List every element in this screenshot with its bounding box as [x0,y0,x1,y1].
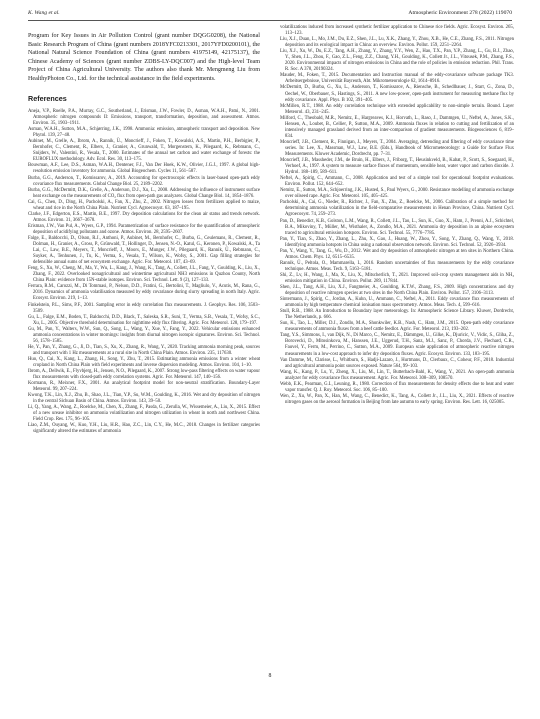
reference-item: McMillen, R.T., 1988. An eddy correlation technique with extended applicability to non-simple terrain. Bound. Layer Meteorol. 43, 231–245. [280,103,514,115]
reference-item: Kormann, R., Meixner, F.X., 2001. An analytical footprint model for non-neutral stratification. Boundary-Layer Meteorol. 99, 207–224. [28,381,260,393]
reference-item: Bouwman, A.F., Lee, D.S., Asman, W.A.H., Dentener, F.J., Van Der Hoek, K.W., Olivier, J.G.J., 1997. A global high-resolution emission inventory for ammonia. Global Biogeochem. Cycles 11, 561–587. [28,163,260,175]
reference-item: Pan, Y., Wang, Y., Tang, G., Wu, D., 2012. Wet and dry deposition of atmospheric nitrogen at ten sites in Northern China. Atmos. Chem. Phys. 12, 6515–6535. [280,248,514,260]
reference-item: Liu, X.J., Duan, L., Mo, J.M., Du, E.Z., Shen, J.L., Lu, X.K., Zhang, Y., Zhou, X.B., He, C.E., Zhang, F.S., 2011. Nitrogen deposition and its ecological impact in China: an overview. Environ. Pollut. 159, 2251–2264. [280,37,514,49]
reference-item: Moncrieff, J.B., Clement, R., Finnigan, J., Meyers, T., 2004. Averaging, detrending and filtering of eddy covariance time series. In: Lee, X., Massman, W.J., Law, B.E. (Eds.), Handbook of Micrometeorology: a Guide for Surface Flux Measurements. Kluwer Academic, Dordrecht, pp. 7–31. [280,139,514,157]
reference-item: Milford, C., Theobald, M.R., Nemitz, E., Hargreaves, K.J., Horvath, L., Raso, J., Dammgen, U., Neftel, A., Jones, S.K., Hensen, A., Loubet, B., Cellier, P., Sutton, M.A., 2009. Ammonia fluxes in relation to cutting and fertilization of an intensively managed grassland derived from an inter-comparison of gradient measurements. Biogeosciences 6, 819–834. [280,115,514,139]
left-column [28,32,260,436]
reference-item: Li, Q., Yang, A., Wang, Z., Roelcke, M., Chen, X., Zhang, F., Pasda, G., Zerulla, W., Wissemeier, A., Liu, X., 2015. Effect of a new urease inhibitor on ammonia volatilization and nitrogen utilization in wheat in north and northwest China. Field Crop. Res. 175, 96–105. [28,405,260,423]
reference-item: Gu, L., Falge, E.M., Boden, T., Baldocchi, D.D., Black, T., Saleska, S.R., Suni, T., Verma, S.B., Vesala, T., Wofsy, S.C., Xu, L., 2005. Objective threshold determination for nighttime eddy flux filtering. Agric. For. Meteorol. 128, 179–197. [28,314,260,326]
reference-item: Wen, Z., Xu, W., Pan, X., Han, M., Wang, C., Benedict, K., Tang, A., Collett Jr., J.L., Liu, X., 2021. Effects of reactive nitrogen gases on the aerosol formation in Beijing from late autumn to early spring. Environ. Res. Lett. 16, 025005. [280,393,514,405]
reference-item: volatilizations induced from increased synthetic fertilizer application to Chinese rice fields. Agric. Ecosyst. Environ. 265, 113–123. [280,25,514,37]
reference-item: Pan, D., Benedict, K.B., Golston, L.M., Wang, R., Collett, J.L., Tao, L., Sun, K., Guo, X., Ham, J., Prenni, A.J., Schichtel, B.A., Mikoviny, T., Müller, M., Wisthaler, A., Zondlo, M.A., 2021. Ammonia dry deposition in an alpine ecosystem traced to agricultural emission hotspots. Environ. Sci. Technol. 55, 7776–7785. [280,218,514,236]
reference-item: Neftel, A., Spirig, C., Ammann, C., 2008. Application and test of a simple tool for operational footprint evaluations. Environ. Pollut. 152, 644–652. [280,176,514,188]
header-journal: Atmospheric Environment 278 (2022) 119070 [408,10,512,16]
reference-item: Nemitz, E., Sutton, M.A., Schjoerring, J.K., Husted, S., Paul Wyers, G., 2000. Resistance modelling of ammonia exchange over oilseed rape. Agric. For. Meteorol. 105, 405–425. [280,188,514,200]
reference-item: Gu, M., Pan, Y., Walters, W.W., Sun, Q., Song, L., Wang, Y., Xue, Y., Fang, Y., 2022. Vehicular emissions enhanced ammonia concentrations in winter mornings: insights from diurnal nitrogen isotopic signatures. Environ. Sci. Technol. 56, 1578–1585. [28,326,260,344]
reference-item: Rannik, Ü., Peltola, O., Mammarella, I., 2016. Random uncertainties of flux measurements by the eddy covariance technique. Atmos. Meas. Tech. 9, 5163–5181. [280,260,514,272]
reference-item: Feng, S., Xu, W., Cheng, M., Ma, Y., Wu, L., Kang, J., Wang, K., Tang, A., Collett, J.L., Fang, Y., Goulding, K., Liu, X., Zhang, F., 2022. Overlooked nonagricultural and wintertime agricultural NH3 emissions in Quzhou County, North China Plain: evidence from 15N-stable isotopes. Environ. Sci. Technol. Lett. 9 (2), 127–133. [28,266,260,284]
reference-item: Kwong, T.K., Lin, X.J., Zhu, B., Shao, J.L., Tian, Y.P., Su, W.M., Goulding, K., 2016. Wet and dry deposition of nitrogen in the central Sichuan Basin of China. Atmos. Environ. 143, 39–50. [28,393,260,405]
reference-item: Burba, G.G., McDermitt, D.K., Grelle, A., Anderson, D.J., Xu, L., 2008. Addressing the influence of instrument surface heat exchange on the measurements of CO₂ flux from open-path gas analyzers. Global Change Biol. 14, 1854–1876. [28,187,260,199]
page-number: 8 [268,673,272,679]
reference-item: Falge, E., Baldocchi, D., Olson, R.J., Anthoni, P., Aubinet, M., Bernhofer, C., Burba, G., Ceulemans, R., Clement, R., Dolman, H., Granier, A., Gross, P., Grünwald, T., Hollinger, D., Jensen, N.-O., Katul, G., Keronen, P., Kowalski, A., Ta Lai, C., Law, B.E., Meyers, T., Moncrieff, J., Moors, E., Munger, J.W., Pilegaard, K., Rannik, Ü., Rebmann, C., Suyker, A., Tenhunen, J., Tu, K., Verma, S., Vesala, T., Wilson, K., Wofsy, S., 2001. Gap filling strategies for defensible annual sums of net ecosystem exchange. Agric. For. Meteorol. 107, 43–69. [28,235,260,266]
reference-item: Webb, E.K., Pearman, G.I., Leuning, R., 1980. Correction of flux measurements for density effects due to heat and water vapor transfer. Q. J. Roy. Meteorol. Soc. 106, 85–100. [280,381,514,393]
reference-item: Erisman, J.W., Van Pul, A., Wyers, G.P., 1994. Parametrization of surface resistance for the quantification of atmospheric deposition of acidifying pollutants and ozone. Atmos. Environ. 28, 2595–2607. [28,223,260,235]
reference-item: Ferrara, R.M., Carozzi, M., Di Tommasi, P., Nelson, D.D., Fratini, G., Bertolini, T., Magliulo, V., Acutis, M., Rana, G., 2016. Dynamics of ammonia volatilisation measured by eddy covariance during slurry spreading in north Italy. Agric. Ecosyst. Environ. 219, 1–13. [28,284,260,302]
reference-item: McDermitt, D., Burba, G., Xu, L., Anderson, T., Komissarov, A., Riensche, B., Schedlbauer, J., Starr, G., Zona, D., Oechel, W., Oberbauer, S., Hastings, S., 2011. A new low-power, open-path instrument for measuring methane flux by eddy covariance. Appl. Phys. B 102, 391–405. [280,85,514,103]
reference-item: Wang, K., Kang, P., Lu, Y., Zheng, X., Liu, M., Lin, T., Butterbach-Bahl, K., Wang, Y., 2021. An open-path ammonia analyzer for eddy covariance flux measurement. Agric. For. Meteorol. 308–309, 108570. [280,369,514,381]
reference-item: Aneja, V.P., Roelle, P.A., Murray, G.C., Southerland, J., Erisman, J.W., Fowler, D., Asman, W.A.H., Patni, N., 2001. Atmospheric nitrogen compounds II: Emissions, transport, transformation, deposition, and assessment. Atmos. Environ. 35, 1903–1911. [28,109,260,127]
reference-item: Clarke, J.F., Edgerton, E.S., Martin, B.E., 1997. Dry deposition calculations for the clean air status and trends network. Atmos. Environ. 31, 3667–3678. [28,211,260,223]
references-list-right [280,25,514,406]
reference-item: Ibrom, A., Dellwik, E., Flyvbjerg, H., Jensen, N.O., Pilegaard, K., 2007. Strong low-pass filtering effects on water vapour flux measurements with closed-path eddy correlation systems. Agric. For. Meteorol. 147, 140–156. [28,369,260,381]
reference-item: Sun, K., Tao, L., Miller, D.J., Zondlo, M.A., Shonkwiler, K.B., Nash, C., Ham, J.M., 2015. Open-path eddy covariance measurements of ammonia fluxes from a beef cattle feedlot. Agric. For. Meteorol. 213, 193–202. [280,321,514,333]
reference-item: Asman, W.A.H., Sutton, M.A., Schjørring, J.K., 1998. Ammonia: emission, atmospheric transport and deposition. New Phytol. 139, 27–48. [28,127,260,139]
acknowledgments-text: Program for Key Issues in Air Pollution Control (grant number DQGG0208), the National Basic Research Program of China (grant numbers 2018YFC0213301, 2017YFD0200101), the National Natural Science Foundation of China (grant numbers 41975149, 42175137), the Chinese Academy of Sciences (grant number ZDBS-LY-DQC007) and the High-level Team Project of China Agricultural University. The authors also thank Mr. Mengmeng Liu from HealthyPhoton Co., Ltd. for the technical assistance in the field experiments. [28,33,260,82]
reference-item: Burba, G.G., Anderson, T., Komissarov, A., 2019. Accounting for spectroscopic effects in laser-based open-path eddy covariance flux measurements. Global Change Biol. 25, 2189–2202. [28,175,260,187]
reference-item: Mauder, M., Foken, T., 2015. Documentation and Instruction manual of the eddy-covariance software package TK3. Arbeitsergebnisse, Universität Bayreuth, Abt. Mikrometeorologie 62, 1614–8916. [280,73,514,85]
reference-item: Huo, Q., Cai, X., Kang, L., Zhang, H., Song, Y., Zhu, T., 2015. Estimating ammonia emissions from a winter wheat cropland in North China Plain with field experiments and inverse dispersion modeling. Atmos. Environ. 104, 1–10. [28,356,260,368]
reference-item: Van Damme, M., Clarisse, L., Whitburn, S., Hadji-Lazaro, J., Hurtmans, D., Clerbaux, C., Coheur, P.F., 2018. Industrial and agricultural ammonia point sources exposed. Nature 564, 99–103. [280,357,514,369]
reference-item: Liu, X.J., Xu, W., Du, E.Z., Tang, A.H., Zhang, Y., Zhang, Y.Y., Wen, Z., Hao, T.X., Pan, Y.P., Zhang, L., Gu, B.J., Zhao, Y., Shen, J.L., Zhou, F., Gao, Z.L., Feng, Z.Z., Chang, Y.H., Goulding, K., Collett Jr., J.L., Vitousek, P.M., Zhang, F.S., 2020. Environmental impacts of nitrogen emissions in China and the role of policies in emission reduction. Phil. Trans. R. Soc. A 378, 20190324. [280,49,514,73]
reference-item: Shen, J.L., Tang, A.H., Liu, X.J., Fangmeier, A., Goulding, K.T.W., Zhang, F.S., 2009. High concentrations and dry deposition of reactive nitrogen species at two sites in the North China Plain. Environ. Pollut. 157, 3106–3113. [280,285,514,297]
header-rule [28,20,512,21]
reference-item: Cai, G., Chen, D., Ding, H., Pacholski, A., Fan, X., Zhu, Z., 2002. Nitrogen losses from fertilizers applied to maize, wheat and rice in the North China Plain. Nutrient Cycl. Agroecosyst. 63, 187–195. [28,199,260,211]
reference-item: Aubinet, M., Grelle, A., Ibrom, A., Rannik, Ü., Moncrieff, J., Foken, T., Kowalski, A.S., Martin, P.H., Berbigier, P., Bernhofer, C., Clement, R., Elbers, J., Granier, A., Grunwald, T., Morgenstern, K., Pilegaard, K., Rebmann, C., Snijders, W., Valentini, R., Vesala, T., 2000. Estimates of the annual net carbon and water exchange of forests: the EUROFLUX methodology. Adv. Ecol. Res. 30, 113–175. [28,139,260,163]
reference-item: Moncrieff, J.B., Massheder, J.M., de Bruin, H., Elbers, J., Friborg, T., Heusinkveld, B., Kabat, P., Scott, S., Soegaard, H., Verhoef, A., 1997. A system to measure surface fluxes of momentum, sensible heat, water vapor and carbon dioxide. J. Hydrol. 188–189, 589–611. [280,158,514,176]
reference-item: Stull, R.B., 1988. An Introduction to Boundary layer meteorology. In: Atmospheric Science Library. Kluwer, Dordrecht, The Netherlands, p. 666. [280,309,514,321]
header-authors: K. Wang et al. [28,10,60,16]
reference-item: Tang, Y.S., Simmons, I., van Dijk, N., Di Marco, C., Nemitz, E., Dämmgen, U., Gilke, K., Djuricic, V., Vidic, S., Gliha, Z., Borovecki, D., Mitosinkova, M., Hanssen, J.E., Uggerud, T.H., Sanz, M.J., Sanz, P., Chorda, J.V., Flechard, C.R., Fauvel, Y., Ferm, M., Perrino, C., Sutton, M.A., 2009. European scale application of atmospheric reactive nitrogen measurements in a low-cost approach to infer dry deposition fluxes. Agric. Ecosyst. Environ. 133, 183–195. [280,333,514,357]
reference-item: Pan, Y., Tian, S., Zhao, Y., Zhang, L., Zhu, X., Gao, J., Huang, W., Zhou, Y., Song, Y., Zhang, Q., Wang, Y., 2018. Identifying ammonia hotspots in China using a national observation network. Environ. Sci. Technol. 52, 3926–3934. [280,236,514,248]
reference-item: Finkelstein, P.L., Sims, P.F., 2001. Sampling error in eddy correlation flux measurements. J. Geophys. Res. 106, 3503–3509. [28,302,260,314]
reference-item: Shi, Z., Lv, H., Wang, J., Ma, X., Liu, X., Mitscherlich, T., 2021. Improved soil-crop system management aids in NH₃ emission mitigation in China. Environ. Pollut. 289, 117844. [280,272,514,284]
references-list-left [28,109,260,436]
reference-item: Pacholski, A., Cai, G., Nieder, R., Richter, J., Fan, X., Zhu, Z., Roelcke, M., 2006. Calibration of a simple method for determining ammonia volatilization in the field-comparative measurements in Henan Province, China. Nutrient Cycl. Agroecosyst. 74, 259–273. [280,200,514,218]
reference-item: Sintermann, J., Spirig, C., Jordan, A., Kuhn, U., Ammann, C., Neftel, A., 2011. Eddy covariance flux measurements of ammonia by high temperature chemical ionisation mass spectrometry. Atmos. Meas. Tech. 4, 599–616. [280,297,514,309]
references-heading: References [28,94,67,103]
right-column [280,25,514,406]
reference-item: He, Y., Pan, Y., Zhang, G., Ji, D., Tian, S., Xu, X., Zhang, R., Wang, Y., 2020. Tracking ammonia morning peak, sources and transport with 1 Hz measurements at a rural site in North China Plain. Atmos. Environ. 235, 117630. [28,344,260,356]
reference-item: Liao, Z.M., Ouyang, W., Kuo, Y.H., Liu, H.R., Hao, Z.C., Lin, C.Y., He, M.C., 2018. Changes in fertilizer categories significantly altered the estimates of ammonia [28,423,260,435]
